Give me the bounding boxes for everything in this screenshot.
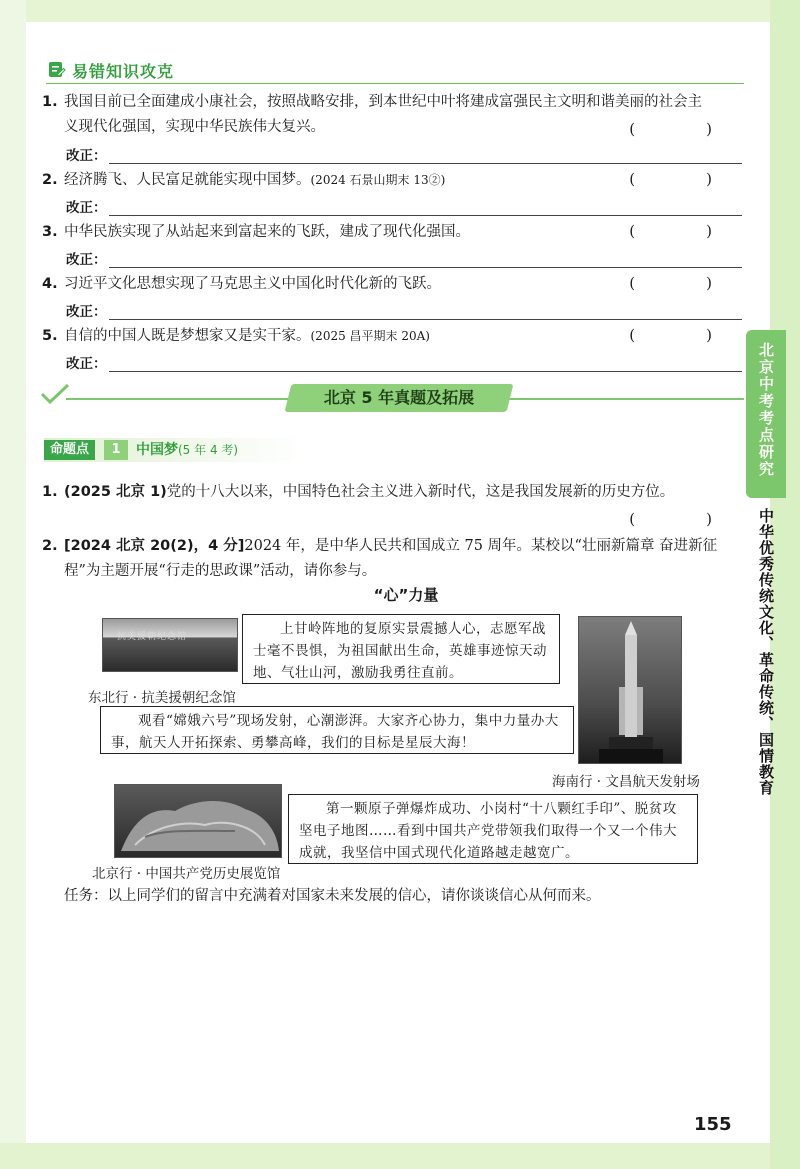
question-number: 3.: [42, 224, 58, 240]
topic-name: [136, 438, 238, 462]
answer-parens[interactable]: ( ): [629, 274, 740, 292]
question-number: 1.: [42, 484, 58, 500]
side-tab-section[interactable]: [746, 330, 786, 498]
correction-line-3[interactable]: [66, 246, 742, 268]
exhibition-relief-photo: [114, 784, 282, 858]
question-text: 自信的中国人既是梦想家又是实干家。: [64, 328, 311, 344]
relief-illustration: [115, 785, 282, 858]
photo-caption-3: 北京行 · 中国共产党历史展览馆: [92, 866, 281, 882]
topic-bar: [44, 438, 744, 462]
rocket-illustration: [579, 617, 682, 764]
question-citation: (2025 昌平期末 20A): [310, 329, 430, 343]
memorial-signage: 抗美援朝纪念馆: [117, 632, 188, 642]
answer-blank[interactable]: [109, 304, 743, 320]
page-number: 155: [694, 1114, 732, 1135]
answer-parens[interactable]: ( ): [629, 326, 740, 344]
question-number: 2.: [42, 172, 58, 188]
memorial-hall-photo: [102, 618, 238, 672]
question-source: [2024 北京 20(2)，4 分]: [64, 538, 245, 554]
correction-label: 改正：: [66, 356, 107, 372]
activity-title: “心”力量: [373, 586, 439, 604]
correction-line-1[interactable]: [66, 142, 742, 164]
answer-parens[interactable]: ( ): [629, 510, 740, 528]
message-box-1: 上甘岭阵地的复原实景震撼人心，志愿军战士毫不畏惧，为祖国献出生命，英雄事迹惊天动地、气壮山河，激励我勇往直前。: [242, 614, 560, 684]
question-citation: (2024 石景山期末 13②): [310, 173, 446, 187]
topic-tag: 命题点: [44, 440, 95, 460]
photo-caption-1: 东北行 · 抗美援朝纪念馆: [88, 690, 236, 706]
page-edge-bottom: [0, 1143, 800, 1169]
correction-label: 改正：: [66, 252, 107, 268]
page: [26, 22, 770, 1143]
banner-title: 北京 5 年真题及拓展: [323, 388, 475, 407]
question-text: 党的十八大以来，中国特色社会主义进入新时代，这是我国发展新的历史方位。: [166, 484, 675, 500]
question-number: 1.: [42, 94, 58, 110]
answer-parens[interactable]: ( ): [629, 170, 740, 188]
check-mark-icon: [40, 382, 70, 406]
section-rule: [46, 83, 744, 84]
exam-question-2: [42, 534, 742, 584]
side-tab-section-label: 北京中考考点研究: [757, 342, 775, 478]
question-text: 我国目前已全面建成小康社会，按照战略安排，到本世纪中叶将建成富强民主文明和谐美丽的社会主: [64, 94, 702, 110]
topic-name-text: 中国梦: [136, 442, 178, 458]
side-tab-chapter[interactable]: 中华优秀传统文化、革命传统、国情教育: [757, 508, 775, 796]
message-box-2: 观看“嫦娥六号”现场发射，心潮澎湃。大家齐心协力，集中力量办大事，航天人开拓探索、勇攀高峰，我们的目标是星辰大海！: [100, 706, 574, 754]
correction-label: 改正：: [66, 148, 107, 164]
question-text: 2024 年，是中华人民共和国成立 75 周年。某校以“壮丽新篇章 奋进新征: [244, 538, 718, 554]
message-box-3: 第一颗原子弹爆炸成功、小岗村“十八颗红手印”、脱贫攻坚电子地图……看到中国共产党带领我们取得一个又一个伟大成就，我坚信中国式现代化道路越走越宽广。: [288, 794, 698, 864]
question-text: 中华民族实现了从站起来到富起来的飞跃，建成了现代化强国。: [64, 224, 470, 240]
page-edge-left: [0, 0, 26, 1169]
question-text: 经济腾飞、人民富足就能实现中国梦。: [64, 172, 311, 188]
correction-label: 改正：: [66, 304, 107, 320]
topic-frequency: (5 年 4 考): [178, 443, 239, 457]
exam-question-1: [42, 480, 742, 505]
correction-label: 改正：: [66, 200, 107, 216]
correction-line-5[interactable]: [66, 350, 742, 372]
answer-parens[interactable]: ( ): [629, 222, 740, 240]
question-number: 4.: [42, 276, 58, 292]
section-title: 易错知识攻克: [72, 61, 175, 81]
question-source: (2025 北京 1): [64, 484, 167, 500]
correction-line-4[interactable]: [66, 298, 742, 320]
section-header: [48, 58, 174, 82]
correction-line-2[interactable]: [66, 194, 742, 216]
task-prompt: 任务：以上同学们的留言中充满着对国家未来发展的信心，请你谈谈信心从何而来。: [64, 888, 601, 904]
answer-blank[interactable]: [109, 200, 743, 216]
photo-caption-2: 海南行 · 文昌航天发射场: [552, 774, 700, 790]
answer-blank[interactable]: [109, 356, 743, 372]
topic-number: 1: [104, 440, 128, 460]
question-text-cont: 程”为主题开展“行走的思政课”活动，请你参与。: [64, 563, 377, 579]
question-number: 2.: [42, 538, 58, 554]
question-text: 习近平文化思想实现了马克思主义中国化时代化新的飞跃。: [64, 276, 441, 292]
rocket-launch-photo: [578, 616, 682, 764]
answer-blank[interactable]: [109, 252, 743, 268]
answer-blank[interactable]: [109, 148, 743, 164]
answer-parens[interactable]: ( ): [629, 120, 740, 138]
question-number: 5.: [42, 328, 58, 344]
pencil-note-icon: [48, 61, 66, 79]
page-edge-top: [0, 0, 800, 22]
question-text-cont: 义现代化强国，实现中华民族伟大复兴。: [64, 119, 325, 135]
